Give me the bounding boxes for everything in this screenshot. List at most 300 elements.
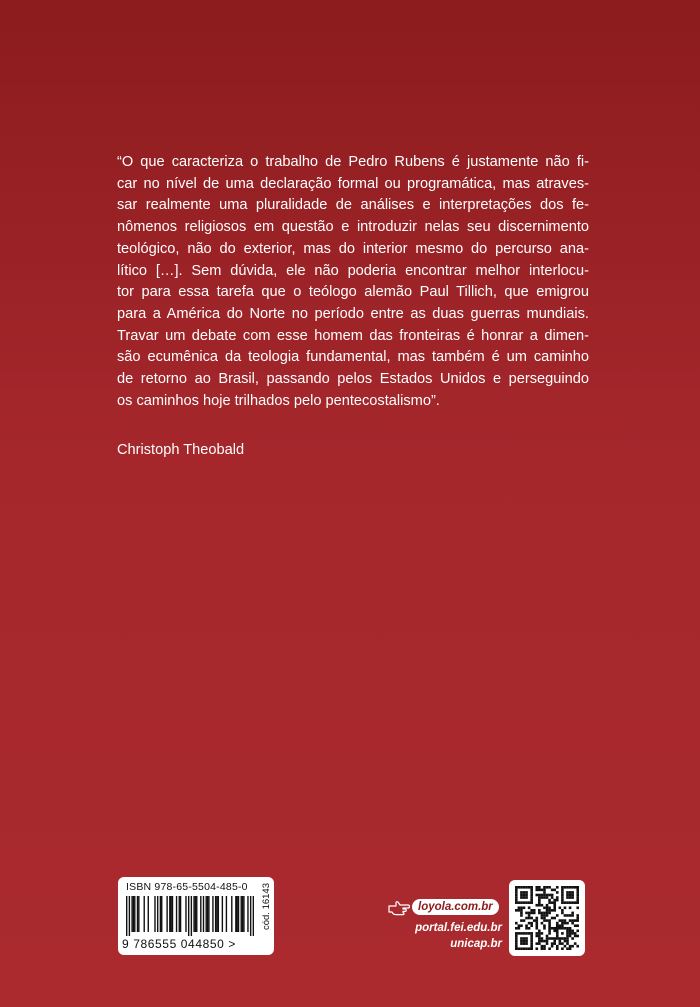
qr-module: [546, 906, 549, 909]
qr-module: [543, 896, 546, 899]
quote-line: sar realmente uma pluralidade de análises e interpretações dos fe-: [117, 197, 589, 214]
qr-module: [520, 942, 523, 945]
qr-module: [564, 940, 567, 943]
qr-module: [576, 901, 579, 904]
qr-module: [546, 894, 549, 897]
qr-module: [561, 932, 564, 935]
qr-module: [523, 896, 526, 899]
barcode-bar: [203, 896, 204, 932]
qr-module: [574, 901, 577, 904]
qr-module: [559, 927, 562, 930]
qr-module: [520, 937, 523, 940]
quote-line: nômenos religiosos em questão e introduzir nelas seu discernimento: [117, 219, 589, 236]
qr-module: [535, 942, 538, 945]
qr-module: [564, 922, 567, 925]
qr-module: [535, 889, 538, 892]
qr-module: [576, 886, 579, 889]
qr-module: [569, 919, 572, 922]
qr-module: [564, 927, 567, 930]
qr-module: [515, 909, 518, 912]
barcode-bar: [238, 896, 239, 932]
qr-module: [543, 912, 546, 915]
qr-module: [574, 924, 577, 927]
qr-module: [561, 901, 564, 904]
barcode-bar: [235, 896, 236, 932]
qr-module: [548, 919, 551, 922]
qr-module: [520, 914, 523, 917]
qr-module: [515, 891, 518, 894]
quote-line: lítico […]. Sem dúvida, ele não poderia encontrar melhor interlocu-: [117, 262, 589, 279]
back-cover-quote: [117, 152, 589, 412]
qr-module: [564, 901, 567, 904]
qr-module: [520, 940, 523, 943]
qr-module: [541, 945, 544, 948]
qr-module: [561, 891, 564, 894]
qr-module: [530, 945, 533, 948]
qr-module: [535, 919, 538, 922]
barcode-bar: [126, 896, 127, 936]
qr-module: [566, 947, 569, 950]
qr-module: [566, 935, 569, 938]
qr-module: [520, 932, 523, 935]
barcode-bar: [185, 896, 186, 932]
qr-module: [556, 945, 559, 948]
qr-module: [576, 917, 579, 920]
qr-module: [530, 896, 533, 899]
qr-module: [561, 909, 564, 912]
qr-module: [533, 909, 536, 912]
qr-module: [535, 947, 538, 950]
qr-module: [520, 912, 523, 915]
qr-module: [566, 940, 569, 943]
qr-module: [574, 886, 577, 889]
qr-module: [543, 924, 546, 927]
qr-module: [559, 942, 562, 945]
qr-module: [528, 922, 531, 925]
qr-module: [515, 894, 518, 897]
barcode-bar: [196, 896, 197, 932]
qr-module: [546, 914, 549, 917]
qr-module: [525, 896, 528, 899]
qr-module: [541, 947, 544, 950]
qr-module: [515, 899, 518, 902]
qr-module: [556, 932, 559, 935]
qr-module: [571, 894, 574, 897]
qr-module: [548, 922, 551, 925]
qr-module: [556, 914, 559, 917]
qr-module: [518, 909, 521, 912]
qr-module: [543, 917, 546, 920]
barcode-bar: [148, 896, 149, 932]
qr-code[interactable]: [509, 880, 585, 956]
qr-module: [569, 894, 572, 897]
qr-module: [541, 914, 544, 917]
qr-module: [525, 912, 528, 915]
qr-module: [515, 940, 518, 943]
qr-module: [569, 906, 572, 909]
qr-module: [515, 935, 518, 938]
qr-module: [571, 896, 574, 899]
qr-module: [515, 937, 518, 940]
qr-module: [520, 891, 523, 894]
qr-module: [566, 886, 569, 889]
qr-module: [553, 940, 556, 943]
qr-module: [543, 945, 546, 948]
barcode-bar: [231, 896, 232, 932]
quote-line: teológico, não do exterior, mas do interior mesmo do percurso ana-: [117, 240, 589, 257]
qr-module: [543, 886, 546, 889]
qr-module: [556, 891, 559, 894]
qr-module: [530, 922, 533, 925]
qr-module: [538, 937, 541, 940]
qr-module: [520, 909, 523, 912]
qr-module: [569, 935, 572, 938]
qr-module: [553, 899, 556, 902]
qr-module: [576, 899, 579, 902]
qr-module: [520, 894, 523, 897]
barcode-bar: [138, 896, 139, 932]
barcode-bar: [241, 896, 242, 932]
qr-module: [566, 896, 569, 899]
qr-module: [566, 932, 569, 935]
qr-module: [561, 894, 564, 897]
qr-module: [538, 901, 541, 904]
qr-module: [553, 927, 556, 930]
qr-module: [569, 947, 572, 950]
qr-module: [525, 937, 528, 940]
qr-module: [523, 894, 526, 897]
qr-module: [530, 932, 533, 935]
qr-module: [553, 906, 556, 909]
quote-line: de retorno ao Brasil, passando pelos Estados Unidos e perseguindo: [117, 371, 589, 388]
qr-module: [553, 930, 556, 933]
barcode-bar: [176, 896, 177, 932]
website-link-unicap[interactable]: unicap.br: [450, 938, 502, 950]
qr-module: [525, 886, 528, 889]
qr-module: [559, 906, 562, 909]
qr-module: [523, 947, 526, 950]
qr-module: [525, 891, 528, 894]
qr-module: [559, 919, 562, 922]
qr-module: [538, 935, 541, 938]
qr-module: [530, 935, 533, 938]
qr-module: [561, 912, 564, 915]
qr-module: [530, 894, 533, 897]
qr-module: [543, 914, 546, 917]
qr-module: [541, 937, 544, 940]
qr-module: [551, 894, 554, 897]
barcode-bar: [215, 896, 216, 932]
qr-module: [569, 914, 572, 917]
pointing-hand-icon: [388, 900, 410, 916]
qr-module: [553, 901, 556, 904]
qr-module: [551, 896, 554, 899]
qr-module: [525, 940, 528, 943]
qr-module: [530, 917, 533, 920]
quote-author: Christoph Theobald: [117, 442, 245, 458]
qr-module: [564, 919, 567, 922]
qr-module: [530, 940, 533, 943]
barcode-bar: [243, 896, 244, 932]
barcode-bar: [166, 896, 167, 932]
qr-module: [525, 932, 528, 935]
qr-module: [528, 927, 531, 930]
qr-module: [553, 889, 556, 892]
qr-module: [551, 917, 554, 920]
qr-module: [576, 906, 579, 909]
qr-module: [528, 932, 531, 935]
qr-module: [551, 927, 554, 930]
qr-module: [566, 901, 569, 904]
barcode-bar: [144, 896, 145, 932]
barcode-bar: [137, 896, 138, 932]
qr-module: [566, 914, 569, 917]
qr-module: [556, 947, 559, 950]
qr-module: [574, 932, 577, 935]
qr-module: [546, 919, 549, 922]
qr-module: [548, 924, 551, 927]
qr-module: [541, 894, 544, 897]
qr-module: [576, 894, 579, 897]
qr-module: [553, 904, 556, 907]
qr-module: [541, 917, 544, 920]
qr-module: [576, 914, 579, 917]
barcode-bar: [131, 896, 132, 932]
qr-module: [576, 919, 579, 922]
qr-module: [541, 889, 544, 892]
qr-module: [546, 940, 549, 943]
qr-module: [551, 942, 554, 945]
qr-module: [528, 886, 531, 889]
qr-module: [543, 919, 546, 922]
qr-module: [541, 904, 544, 907]
qr-module: [520, 901, 523, 904]
quote-line: car no nível de uma declaração formal ou programática, mas atraves-: [117, 175, 589, 192]
barcode-bar: [134, 896, 135, 932]
qr-module: [561, 942, 564, 945]
qr-module: [551, 937, 554, 940]
qr-module: [538, 932, 541, 935]
qr-module: [525, 917, 528, 920]
barcode-bar: [222, 896, 223, 932]
qr-module: [523, 886, 526, 889]
qr-module: [566, 937, 569, 940]
qr-module: [538, 940, 541, 943]
qr-module: [564, 906, 567, 909]
qr-module: [571, 932, 574, 935]
website-link-fei[interactable]: portal.fei.edu.br: [415, 922, 502, 934]
qr-module: [520, 919, 523, 922]
qr-module: [523, 891, 526, 894]
qr-module: [523, 940, 526, 943]
qr-module: [571, 886, 574, 889]
qr-module: [546, 904, 549, 907]
qr-module: [571, 945, 574, 948]
barcode-bar: [208, 896, 209, 932]
qr-module: [543, 947, 546, 950]
qr-module: [541, 932, 544, 935]
qr-module: [535, 886, 538, 889]
qr-module: [561, 922, 564, 925]
qr-module: [576, 945, 579, 948]
qr-module: [551, 889, 554, 892]
qr-module: [523, 942, 526, 945]
qr-module: [566, 942, 569, 945]
barcode-bar: [170, 896, 171, 932]
barcode-bar: [205, 896, 206, 932]
qr-module: [525, 942, 528, 945]
qr-module: [530, 901, 533, 904]
qr-module: [515, 901, 518, 904]
qr-module: [541, 940, 544, 943]
qr-module: [533, 919, 536, 922]
barcode-bar: [180, 896, 181, 932]
qr-module: [576, 889, 579, 892]
qr-module: [518, 927, 521, 930]
barcode-bar: [207, 896, 208, 932]
quote-line: os caminhos hoje trilhados pelo pentecostalismo”.: [117, 392, 440, 409]
barcode-bar: [236, 896, 237, 932]
qr-module: [538, 904, 541, 907]
qr-module: [523, 919, 526, 922]
qr-module: [543, 940, 546, 943]
qr-module: [535, 894, 538, 897]
qr-module: [520, 896, 523, 899]
website-link-loyola[interactable]: loyola.com.br: [412, 899, 499, 915]
qr-module: [543, 894, 546, 897]
qr-module: [561, 924, 564, 927]
qr-module: [515, 942, 518, 945]
qr-module: [535, 927, 538, 930]
qr-module: [523, 932, 526, 935]
qr-module: [530, 899, 533, 902]
barcode-bar: [157, 896, 158, 932]
qr-module: [535, 917, 538, 920]
qr-module: [518, 947, 521, 950]
qr-module: [528, 912, 531, 915]
qr-module: [571, 901, 574, 904]
qr-module: [564, 937, 567, 940]
barcode-bar: [242, 896, 243, 932]
qr-module: [520, 906, 523, 909]
qr-module: [538, 930, 541, 933]
qr-module: [541, 896, 544, 899]
qr-module: [569, 886, 572, 889]
qr-module: [571, 914, 574, 917]
qr-module: [548, 930, 551, 933]
qr-module: [561, 896, 564, 899]
qr-module: [551, 909, 554, 912]
qr-module: [571, 912, 574, 915]
qr-module: [538, 896, 541, 899]
qr-module: [553, 937, 556, 940]
qr-module: [548, 947, 551, 950]
qr-module: [576, 891, 579, 894]
qr-module: [548, 909, 551, 912]
barcode-bar: [169, 896, 170, 932]
qr-module: [546, 937, 549, 940]
barcode-bar: [154, 896, 155, 932]
qr-module: [515, 896, 518, 899]
qr-module: [553, 942, 556, 945]
qr-module: [535, 922, 538, 925]
barcode-bar: [216, 896, 217, 932]
qr-module: [556, 937, 559, 940]
barcode-bar: [226, 896, 227, 932]
qr-module: [538, 942, 541, 945]
qr-module: [561, 899, 564, 902]
qr-module: [518, 906, 521, 909]
qr-module: [571, 891, 574, 894]
qr-module: [576, 935, 579, 938]
qr-module: [556, 896, 559, 899]
qr-module: [553, 917, 556, 920]
qr-module: [538, 909, 541, 912]
qr-module: [566, 927, 569, 930]
barcode-bar: [188, 896, 189, 936]
quote-line: “O que caracteriza o trabalho de Pedro Rubens é justamente não fi-: [117, 154, 589, 170]
barcode-bar: [195, 896, 196, 932]
qr-module: [571, 919, 574, 922]
qr-module: [518, 932, 521, 935]
qr-module: [515, 922, 518, 925]
qr-module: [528, 906, 531, 909]
qr-module: [566, 930, 569, 933]
qr-module: [561, 937, 564, 940]
qr-module: [530, 937, 533, 940]
qr-module: [571, 930, 574, 933]
qr-module: [561, 927, 564, 930]
qr-module: [569, 896, 572, 899]
qr-module: [569, 932, 572, 935]
qr-module: [535, 935, 538, 938]
qr-module: [525, 894, 528, 897]
product-code: cód. 16143: [261, 883, 272, 931]
qr-module: [569, 901, 572, 904]
qr-module: [543, 906, 546, 909]
qr-module: [569, 891, 572, 894]
qr-module: [564, 914, 567, 917]
qr-module: [541, 922, 544, 925]
qr-module: [530, 889, 533, 892]
qr-module: [528, 901, 531, 904]
qr-module: [541, 912, 544, 915]
qr-module: [561, 886, 564, 889]
qr-module: [515, 889, 518, 892]
quote-line: para a América do Norte no período entre as duas guerras mundiais.: [117, 305, 589, 322]
qr-module: [523, 937, 526, 940]
qr-module: [564, 945, 567, 948]
qr-module: [556, 899, 559, 902]
qr-module: [548, 894, 551, 897]
qr-module: [515, 932, 518, 935]
qr-module: [518, 901, 521, 904]
barcode-bar: [200, 896, 201, 932]
qr-module: [556, 924, 559, 927]
qr-module: [543, 927, 546, 930]
qr-module: [556, 935, 559, 938]
qr-module: [546, 942, 549, 945]
qr-module: [523, 906, 526, 909]
qr-module: [543, 891, 546, 894]
qr-module: [530, 924, 533, 927]
qr-module: [530, 947, 533, 950]
qr-module: [528, 914, 531, 917]
qr-module: [556, 930, 559, 933]
barcode-bar: [253, 896, 254, 936]
qr-module: [535, 932, 538, 935]
qr-module: [548, 901, 551, 904]
